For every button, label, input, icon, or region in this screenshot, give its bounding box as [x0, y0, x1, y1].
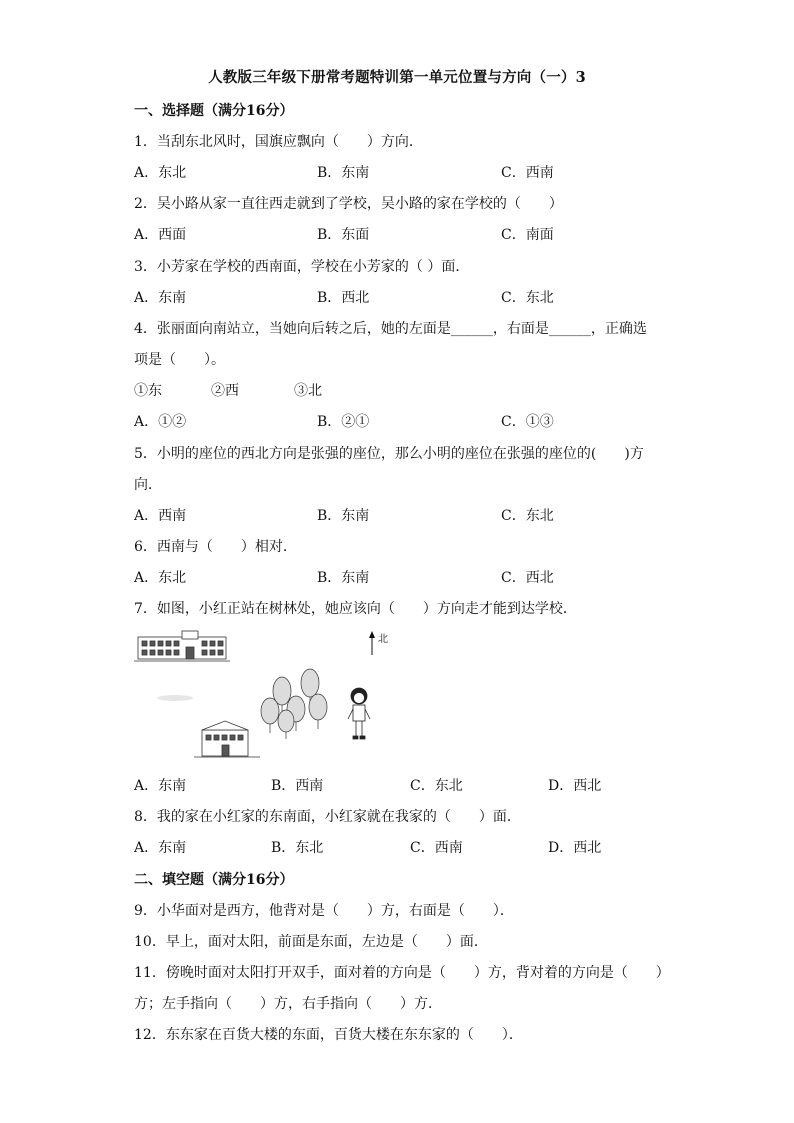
q7-option-b[interactable]: B．西南 — [271, 778, 324, 794]
q1-option-b[interactable]: B．东南 — [317, 165, 370, 181]
q4-choice-1: ①东 — [134, 383, 162, 399]
faint-mark — [157, 695, 193, 701]
girl-figure-image — [348, 688, 370, 739]
map-figure — [130, 625, 390, 760]
question-8: 8．我的家在小红家的东南面，小红家就在我家的（ ）面． — [134, 809, 521, 825]
north-arrow-icon — [369, 631, 375, 655]
question-4-line-2: 项是（ ）。 — [134, 352, 225, 368]
q1-option-c[interactable]: C．西南 — [501, 165, 554, 181]
q1-option-a[interactable]: A．东北 — [134, 165, 187, 181]
q3-option-c[interactable]: C．东北 — [501, 290, 554, 306]
q5-option-b[interactable]: B．东南 — [317, 508, 370, 524]
question-7: 7．如图，小红正站在树林处，她应该向（ ）方向走才能到达学校． — [134, 601, 577, 617]
question-2: 2．吴小路从家一直往西走就到了学校，吴小路的家在学校的（ ） — [134, 196, 563, 212]
q8-option-b[interactable]: B．东北 — [271, 840, 324, 856]
question-6: 6．西南与（ ）相对． — [134, 539, 297, 555]
page-title: 人教版三年级下册常考题特训第一单元位置与方向（一）3 — [208, 69, 586, 86]
q8-option-a[interactable]: A．东南 — [134, 840, 187, 856]
trees-image — [261, 669, 327, 739]
question-5-line-2: 向． — [134, 477, 162, 493]
question-4-line-1: 4．张丽面向南站立，当她向后转之后，她的左面是______，右面是______，正确选 — [134, 321, 647, 337]
q4-choice-3: ③北 — [294, 383, 322, 399]
q7-option-a[interactable]: A．东南 — [134, 778, 187, 794]
question-11-line-2: 方；左手指向（ ）方，右手指向（ ）方． — [134, 996, 442, 1012]
q7-option-c[interactable]: C．东北 — [410, 778, 463, 794]
q4-option-b[interactable]: B．②① — [317, 414, 370, 430]
q2-option-a[interactable]: A．西面 — [134, 227, 187, 243]
q7-option-d[interactable]: D．西北 — [548, 778, 602, 794]
q5-option-a[interactable]: A．西南 — [134, 508, 187, 524]
building-image — [194, 721, 260, 757]
q6-option-a[interactable]: A．东北 — [134, 570, 187, 586]
question-11-line-1: 11．傍晚时面对太阳打开双手，面对着的方向是（ ）方，背对着的方向是（ ） — [134, 965, 670, 981]
q4-option-a[interactable]: A．①② — [134, 414, 187, 430]
question-9: 9．小华面对是西方，他背对是（ ）方，右面是（ ）． — [134, 903, 514, 919]
q6-option-b[interactable]: B．东南 — [317, 570, 370, 586]
q2-option-b[interactable]: B．东面 — [317, 227, 370, 243]
q5-option-c[interactable]: C．东北 — [501, 508, 554, 524]
q2-option-c[interactable]: C．南面 — [501, 227, 554, 243]
question-1: 1．当刮东北风时，国旗应飘向（ ）方向． — [134, 134, 423, 150]
q6-option-c[interactable]: C．西北 — [501, 570, 554, 586]
question-3: 3．小芳家在学校的西南面，学校在小芳家的（ ）面． — [134, 259, 470, 275]
section-choice-heading: 一、选择题（满分16分） — [134, 103, 294, 119]
section-fill-heading: 二、填空题（满分16分） — [134, 872, 294, 888]
q8-option-c[interactable]: C．西南 — [410, 840, 463, 856]
school-building-image — [134, 631, 230, 661]
question-10: 10．早上，面对太阳，前面是东面，左边是（ ）面． — [134, 934, 488, 950]
question-5-line-1: 5．小明的座位的西北方向是张强的座位，那么小明的座位在张强的座位的( )方 — [134, 446, 644, 462]
q4-choice-2: ②西 — [211, 383, 239, 399]
q3-option-a[interactable]: A．东南 — [134, 290, 187, 306]
north-label: 北 — [378, 634, 388, 645]
q4-option-c[interactable]: C．①③ — [501, 414, 554, 430]
question-12: 12．东东家在百货大楼的东面，百货大楼在东东家的（ ）． — [134, 1027, 523, 1043]
q8-option-d[interactable]: D．西北 — [548, 840, 602, 856]
q3-option-b[interactable]: B．西北 — [317, 290, 370, 306]
